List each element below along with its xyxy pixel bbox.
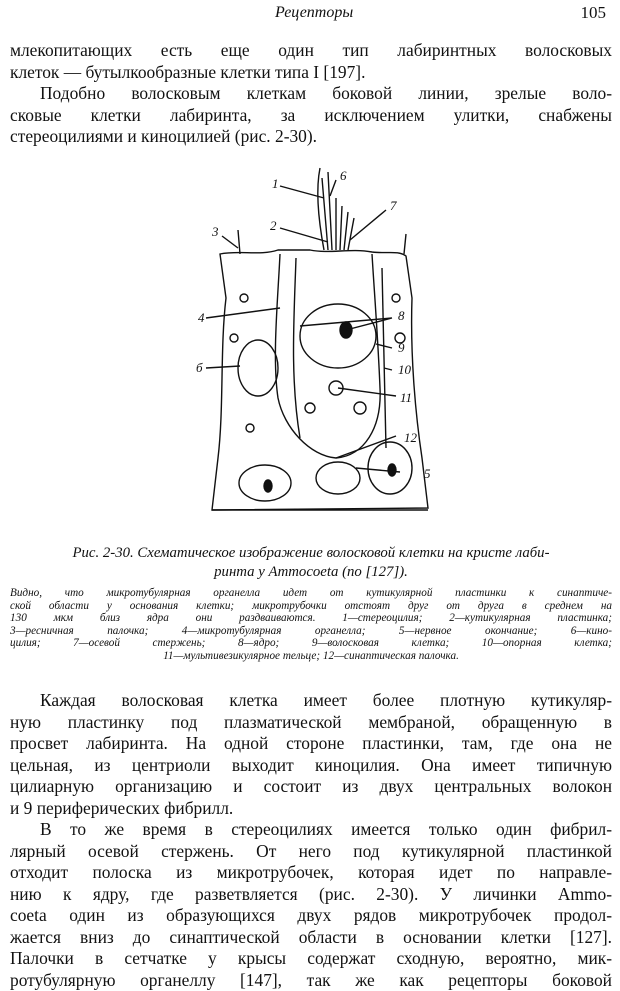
caption-line: ской области у основания клетки; микротрубочки отстоят друг от друга в среднем на <box>10 600 612 613</box>
caption-line: 11—мультивезикулярное тельце; 12—синаптическая палочка. <box>10 650 612 663</box>
hair-cell-diagram <box>160 158 460 536</box>
text-line: нию к ядру, где разветвляется (рис. 2-30). У личинки Ammo- <box>10 884 612 906</box>
label-12: 12 <box>404 430 418 445</box>
caption-title-line: ринта у Ammocoeta (по [127]). <box>10 563 612 582</box>
text-line: просвет лабиринта. На одной стороне пластинки, там, где она не <box>10 733 612 755</box>
label-6-side: б <box>196 360 203 375</box>
caption-line: Видно, что микротубулярная органелла идет от кутикулярной пластинки к синаптиче- <box>10 587 612 600</box>
text-line: цельная, из центриоли выходит киноцилия. Она имеет типичную <box>10 755 612 777</box>
text-line: coeta один из образующихся двух рядов микротрубочек продол- <box>10 905 612 927</box>
text-line: Каждая волосковая клетка имеет более плотную кутикуляр- <box>10 690 612 712</box>
text-line: цилиарную организацию и состоит из двух центральных волокон <box>10 776 612 798</box>
label-6: 6 <box>340 168 347 183</box>
label-7: 7 <box>390 198 397 213</box>
label-5: 5 <box>424 466 431 481</box>
label-2: 2 <box>270 218 277 233</box>
intro-paragraph <box>10 40 612 148</box>
text-line: сковые клетки лабиринта, за исключением улитки, снабжены <box>10 105 612 127</box>
text-line: лярный осевой стержень. От него под кутикулярной пластинкой <box>10 841 612 863</box>
caption-line: 130 мкм близ ядра они раздваиваются. 1—стереоцилия; 2—кутикулярная пластинка; <box>10 612 612 625</box>
label-4: 4 <box>198 310 205 325</box>
figure-caption-body <box>10 587 612 663</box>
label-1: 1 <box>272 176 279 191</box>
text-line: клеток — бутылкообразные клетки типа I [197]. <box>10 62 612 84</box>
caption-line: цилия; 7—осевой стержень; 8—ядро; 9—волосковая клетка; 10—опорная клетка; <box>10 637 612 650</box>
running-header <box>0 0 620 28</box>
text-line: млекопитающих есть еще один тип лабиринтных волосковых <box>10 40 612 62</box>
text-line: жается вниз до синаптической области в основании клетки [127]. <box>10 927 612 949</box>
label-8: 8 <box>398 308 405 323</box>
text-line: ную пластинку под плазматической мембраной, обращенную в <box>10 712 612 734</box>
label-11: 11 <box>400 390 412 405</box>
label-10: 10 <box>398 362 412 377</box>
body-paragraph <box>10 690 612 991</box>
text-line: В то же время в стереоцилиях имеется только один фибрил- <box>10 819 612 841</box>
text-line: Подобно волосковым клеткам боковой линии, зрелые воло- <box>10 83 612 105</box>
caption-line: 3—ресничная палочка; 4—микротубулярная органелла; 5—нервное окончание; 6—кино- <box>10 625 612 638</box>
text-line: стереоцилиями и киноцилией (рис. 2-30). <box>10 126 612 148</box>
text-line: и 9 периферических фибрилл. <box>10 798 612 820</box>
text-line: Палочки в сетчатке у крысы содержат сходную, вероятно, мик- <box>10 948 612 970</box>
text-line: ротубулярную органеллу [147], так же как рецепторы боковой <box>10 970 612 991</box>
text-line: отходит полоска из микротрубочек, которая идет по направле- <box>10 862 612 884</box>
label-3: 3 <box>211 224 219 239</box>
figure-caption-title <box>10 544 612 582</box>
caption-title-line: Рис. 2-30. Схематическое изображение волосковой клетки на кристе лаби- <box>10 544 612 563</box>
label-9: 9 <box>398 340 405 355</box>
running-title: Рецепторы <box>275 4 353 22</box>
page-number: 105 <box>581 3 607 23</box>
